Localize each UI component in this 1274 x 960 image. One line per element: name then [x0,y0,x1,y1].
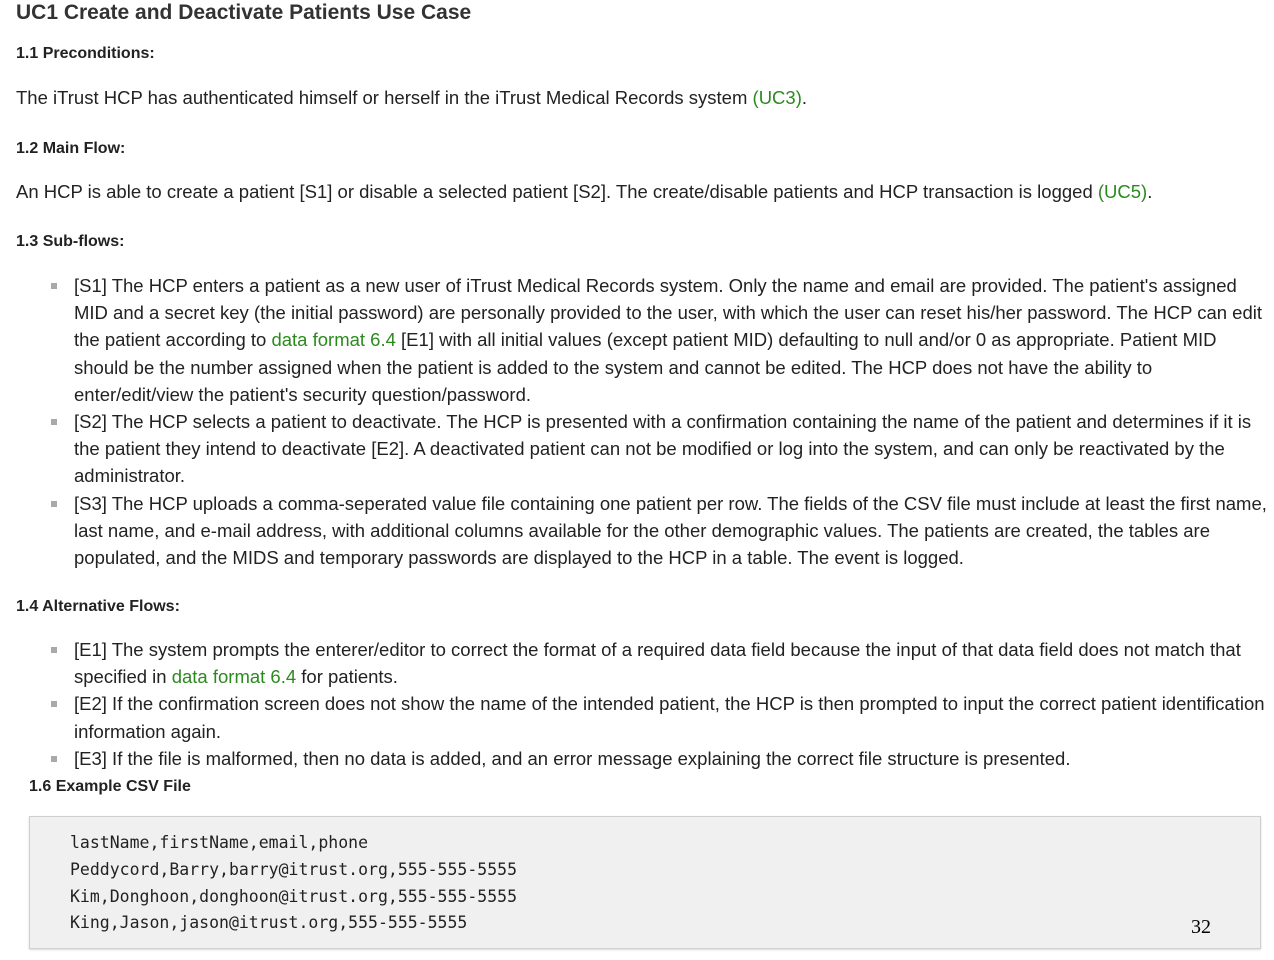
alt-flow-e3 [0,745,1274,772]
sub-flow-s1-before: [S1] The HCP enters a patient as a new user of iTrust Medical Records system. Only the name and email are provided. The patient's assigned MID and a secret key (the initial password) are personally provided to the user, with which the user can reset his/her password. The HCP can edit the patient according to [74,275,1263,351]
main-flow-body: An HCP is able to create a patient [S1] or disable a selected patient [S2]. The create/disable patients and HCP transaction is logged [16,181,1098,202]
preconditions-tail: . [801,87,808,108]
data-format-link[interactable]: data format 6.4 [171,666,297,688]
csv-line: King,Jason,jason@itrust.org,555-555-5555 [70,913,468,932]
alternative-flows-list [0,636,1274,772]
alt-flow-e2-text: [E2] If the confirmation screen does not show the name of the intended patient, the HCP is then prompted to input the correct patient identification information again. [74,693,1265,742]
main-flow-text [16,178,1152,205]
bullet-icon [51,501,57,507]
alt-flow-e1-after: for patients. [296,666,398,688]
csv-line: lastName,firstName,email,phone [70,833,369,852]
sub-flow-s3 [0,490,1274,572]
csv-line: Kim,Donghoon,donghoon@itrust.org,555-555-5555 [70,887,518,906]
sub-flow-s3-text: [S3] The HCP uploads a comma-seperated value file containing one patient per row. The fields of the CSV file must include at least the first name, last name, and e-mail address, with additional columns available for the other demographic values. The patients are created, the tables are populated, and the MIDS and temporary passwords are displayed to the HCP in a table. The event is logged. [74,492,1267,569]
uc3-link[interactable]: (UC3) [752,87,802,108]
main-flow-heading: 1.2 Main Flow: [16,140,126,157]
alt-flow-e2 [0,690,1274,744]
alt-flow-e3-text: [E3] If the file is malformed, then no data is added, and an error message explaining the correct file structure is presented. [74,747,1071,769]
page-title: UC1 Create and Deactivate Patients Use Case [16,1,472,24]
sub-flow-s1-after: [E1] with all initial values (except patient MID) defaulting to null and/or 0 as appropriate. Patient MID should be the number assigned when the patient is added to the system and cannot be edited. The HCP does not have the ability to enter/edit/view the patient's security question/password. [74,329,1217,405]
sub-flow-s2-text: [S2] The HCP selects a patient to deactivate. The HCP is presented with a confirmation containing the name of the patient and determines if it is the patient they intend to deactivate [E2]. A deactivated patient can not be modified or log into the system, and can only be reactivated by the administrator. [74,411,1252,487]
sub-flow-s1 [0,272,1274,408]
preconditions-heading: 1.1 Preconditions: [16,45,155,62]
alt-flow-e1-before: [E1] The system prompts the enterer/editor to correct the format of a required data field because the input of that data field does not match that specified in [74,639,1241,688]
sub-flow-s2 [0,408,1274,490]
data-format-link[interactable]: data format 6.4 [271,329,396,351]
bullet-icon [51,283,57,289]
example-csv-heading: 1.6 Example CSV File [29,778,191,795]
bullet-icon [51,701,57,707]
sub-flows-list [0,272,1274,571]
bullet-icon [51,647,57,653]
sub-flows-heading: 1.3 Sub-flows: [16,233,125,250]
main-flow-tail: . [1147,181,1153,202]
page-number: 32 [1191,916,1211,938]
csv-code-block [29,816,1261,949]
uc5-link[interactable]: (UC5) [1097,181,1148,202]
bullet-icon [51,756,57,762]
preconditions-text [16,84,807,111]
alt-flow-e1 [0,636,1274,690]
preconditions-body: The iTrust HCP has authenticated himself or herself in the iTrust Medical Records system [16,87,753,108]
alternative-flows-heading: 1.4 Alternative Flows: [16,598,180,615]
csv-line: Peddycord,Barry,barry@itrust.org,555-555-5555 [70,860,518,879]
bullet-icon [51,419,57,425]
